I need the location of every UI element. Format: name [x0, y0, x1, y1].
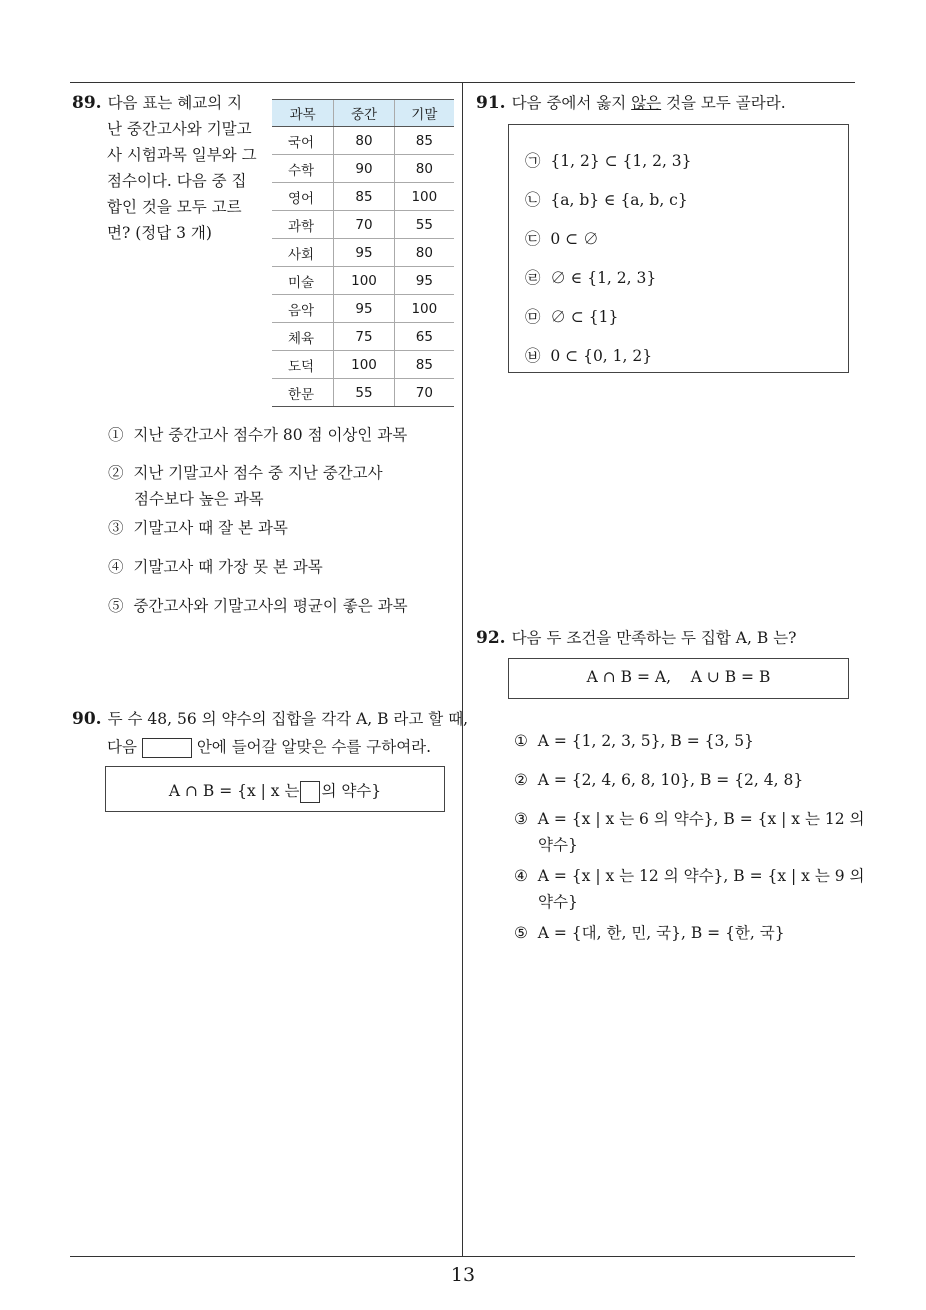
statement-item: ㉢ 0 ⊂ ∅ — [525, 230, 599, 248]
statement-item: ㉥ 0 ⊂ {0, 1, 2} — [525, 347, 653, 365]
table-header-row — [272, 100, 454, 127]
choice-3[interactable]: ③ 기말고사 때 잘 본 과목 — [108, 519, 288, 537]
choice-3[interactable]: ③ A = {x | x 는 6 의 약수}, B = {x | x 는 12 의 약수} — [514, 810, 865, 854]
choice-1[interactable]: ① 지난 중간고사 점수가 80 점 이상인 과목 — [108, 426, 408, 444]
question-89-text: 89. 다음 표는 혜교의 지 난 중간고사와 기말고 사 시험과목 일부와 그 점수이다. 다음 중 집 합인 것을 모두 고르 면? (정답 3 개) — [72, 93, 257, 242]
table-row: 영어 85 100 — [272, 183, 454, 211]
table-row: 과학 70 55 — [272, 211, 454, 239]
choice-5[interactable]: ⑤ A = {대, 한, 민, 국}, B = {한, 국} — [514, 924, 785, 942]
table-row: 도덕 100 85 — [272, 351, 454, 379]
column-divider — [462, 82, 463, 1257]
statement-item: ㉤ ∅ ⊂ {1} — [525, 308, 619, 326]
choice-4[interactable]: ④ A = {x | x 는 12 의 약수}, B = {x | x 는 9 의 약수} — [514, 867, 865, 911]
choice-4[interactable]: ④ 기말고사 때 가장 못 본 과목 — [108, 558, 323, 576]
question-91: 91. 다음 중에서 옳지 않은 것을 모두 골라라. — [476, 93, 786, 113]
table-row: 국어 80 85 — [272, 127, 454, 155]
choice-2[interactable]: ② A = {2, 4, 6, 8, 10}, B = {2, 4, 8} — [514, 771, 804, 789]
statement-item: ㉠ {1, 2} ⊂ {1, 2, 3} — [525, 152, 692, 170]
table-row: 수학 90 80 — [272, 155, 454, 183]
question-number: 91. — [476, 93, 506, 113]
answer-blank[interactable] — [300, 781, 320, 803]
question-number: 92. — [476, 628, 506, 648]
question-number: 89. — [72, 93, 102, 113]
question-92: 92. 다음 두 조건을 만족하는 두 집합 A, B 는? — [476, 628, 797, 648]
choice-1[interactable]: ① A = {1, 2, 3, 5}, B = {3, 5} — [514, 732, 754, 750]
column-header: 과목 — [272, 100, 334, 127]
q92-condition-box: A ∩ B = A, A ∪ B = B — [508, 658, 849, 699]
statement-item: ㉡ {a, b} ∈ {a, b, c} — [525, 191, 688, 209]
question-number: 90. — [72, 709, 102, 729]
table-row: 사회 95 80 — [272, 239, 454, 267]
table-row: 한문 55 70 — [272, 379, 454, 407]
bottom-rule — [70, 1256, 855, 1257]
table-row: 음악 95 100 — [272, 295, 454, 323]
choice-5[interactable]: ⑤ 중간고사와 기말고사의 평균이 좋은 과목 — [108, 597, 408, 615]
column-header: 중간 — [334, 100, 394, 127]
question-90: 90. 두 수 48, 56 의 약수의 집합을 각각 A, B 라고 할 때, 다음 안에 들어갈 알맞은 수를 구하여라. — [72, 709, 469, 756]
table-row: 체육 75 65 — [272, 323, 454, 351]
answer-blank[interactable] — [142, 738, 192, 758]
column-header: 기말 — [394, 100, 454, 127]
statement-item: ㉣ ∅ ∈ {1, 2, 3} — [525, 269, 657, 287]
score-table — [272, 99, 454, 407]
table-row: 미술 100 95 — [272, 267, 454, 295]
q91-statement-box — [508, 124, 849, 373]
choice-2[interactable]: ② 지난 기말고사 점수 중 지난 중간고사 점수보다 높은 과목 — [108, 464, 383, 508]
page-number: 13 — [450, 1264, 476, 1286]
q90-formula-box: A ∩ B = {x | x 는 의 약수} — [105, 766, 445, 812]
